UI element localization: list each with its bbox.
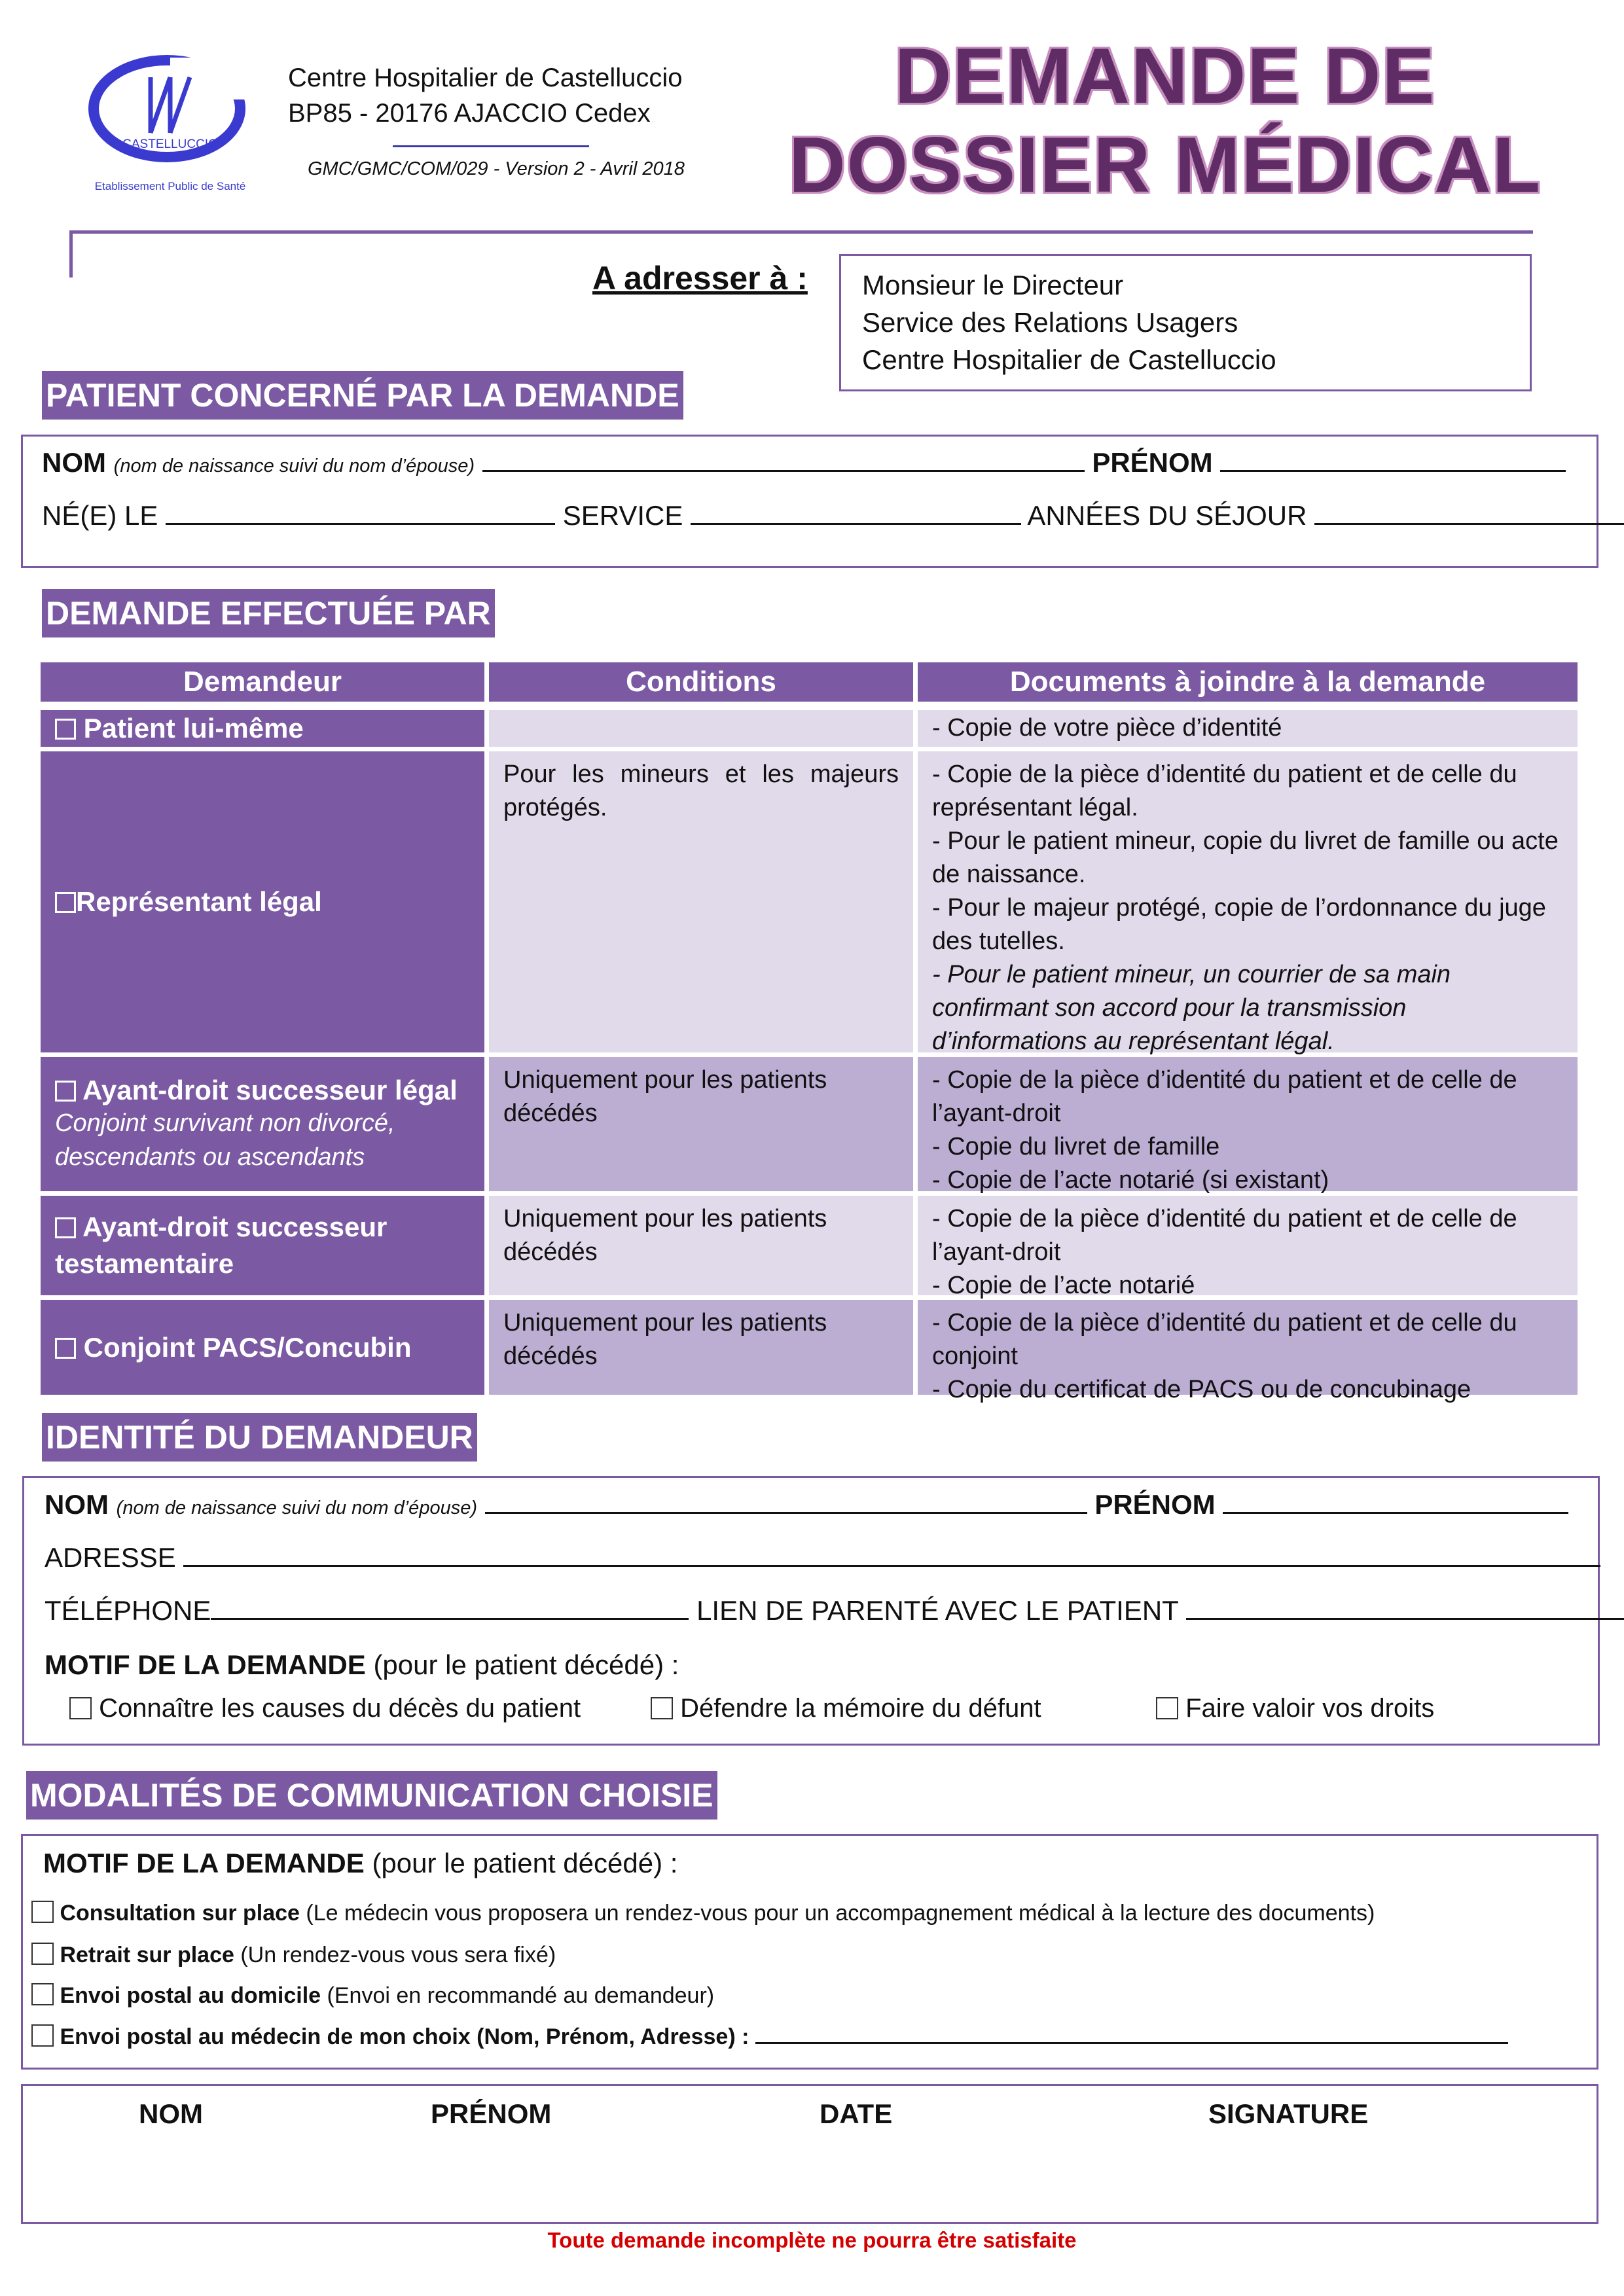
table-row-requester[interactable]	[41, 751, 484, 1052]
checkbox-icon[interactable]	[55, 1081, 76, 1102]
signature-column-signature: SIGNATURE	[1208, 2098, 1369, 2129]
title-line-2: DOSSIER MÉDICAL	[788, 121, 1542, 209]
documents-cell	[918, 710, 1578, 747]
requester-prenom-field[interactable]	[1223, 1490, 1568, 1514]
document-item: - Copie du livret de famille	[932, 1133, 1220, 1160]
organization-address	[288, 60, 683, 131]
birthdate-label: NÉ(E) LE	[42, 500, 158, 531]
logo-name: CASTELLUCCIO	[122, 137, 218, 151]
reason-option-label: Faire valoir vos droits	[1185, 1694, 1435, 1723]
table-row-requester[interactable]	[41, 1196, 484, 1295]
modality-title: Envoi postal au médecin de mon choix (Nom, Prénom, Adresse) :	[60, 2024, 749, 2049]
section-title-patient: PATIENT CONCERNÉ PAR LA DEMANDE	[42, 371, 683, 420]
modalities-heading	[43, 1848, 677, 1879]
column-header: Conditions	[489, 662, 913, 702]
recipient-address-box	[839, 254, 1532, 391]
modality-detail: (Le médecin vous proposera un rendez-vous pour un accompagnement médical à la lecture des documents)	[306, 1901, 1375, 1926]
header-rule-corner	[69, 230, 73, 278]
requester-phone-row	[45, 1595, 1624, 1626]
phone-label: TÉLÉPHONE	[45, 1595, 211, 1626]
nom-label: NOM	[42, 447, 106, 478]
section-title-modalities: MODALITÉS DE COMMUNICATION CHOISIE	[26, 1771, 717, 1820]
requester-label: Ayant-droit successeur légal	[82, 1074, 458, 1105]
requester-name-row	[45, 1489, 1568, 1520]
checkbox-icon[interactable]	[69, 1697, 92, 1719]
conditions-cell: Pour les mineurs et les majeurs protégés.	[489, 751, 913, 1052]
column-header: Documents à joindre à la demande	[918, 662, 1578, 702]
reason-option[interactable]	[651, 1694, 1041, 1723]
document-item: - Copie de la pièce d’identité du patient et de celle du conjoint	[932, 1309, 1517, 1370]
reason-option-label: Connaître les causes du décès du patient	[99, 1694, 581, 1723]
conditions-cell: Uniquement pour les patients décédés	[489, 1300, 913, 1395]
checkbox-icon[interactable]	[651, 1697, 673, 1719]
patient-prenom-field[interactable]	[1220, 448, 1566, 472]
reason-hint: (pour le patient décédé) :	[372, 1848, 678, 1878]
signature-column-date: DATE	[820, 2098, 893, 2129]
patient-birthdate-field[interactable]	[166, 501, 555, 525]
document-reference: GMC/GMC/COM/029 - Version 2 - Avril 2018	[308, 158, 685, 179]
reason-option[interactable]	[69, 1694, 581, 1723]
years-label: ANNÉES DU SÉJOUR	[1027, 500, 1307, 531]
signature-column-nom: NOM	[139, 2098, 203, 2129]
modality-option[interactable]	[31, 1901, 1375, 1926]
patient-name-row	[42, 447, 1566, 478]
documents-cell	[918, 1196, 1578, 1299]
document-item: - Copie de la pièce d’identité du patient et de celle du représentant légal.	[932, 761, 1517, 821]
table-row-requester[interactable]	[41, 710, 484, 747]
requester-nom-field[interactable]	[485, 1490, 1087, 1514]
column-header: Demandeur	[41, 662, 484, 702]
address-line: Centre Hospitalier de Castelluccio	[862, 344, 1276, 375]
checkbox-icon[interactable]	[31, 1901, 54, 1923]
checkbox-icon[interactable]	[1156, 1697, 1178, 1719]
reason-label: MOTIF DE LA DEMANDE	[45, 1649, 366, 1680]
header-rule	[69, 230, 1533, 234]
address-line: Monsieur le Directeur	[862, 270, 1124, 300]
logo-tagline: Etablissement Public de Santé	[94, 180, 246, 192]
modality-option[interactable]	[31, 2022, 1508, 2050]
modality-title: Consultation sur place	[60, 1901, 300, 1926]
reason-hint: (pour le patient décédé) :	[373, 1649, 679, 1680]
requester-label: Conjoint PACS/Concubin	[83, 1331, 412, 1363]
document-item: - Copie de l’acte notarié (si existant)	[932, 1166, 1329, 1194]
checkbox-icon[interactable]	[31, 1983, 54, 2005]
conditions-cell: Uniquement pour les patients décédés	[489, 1196, 913, 1295]
requester-label: Représentant légal	[76, 886, 322, 917]
relationship-label: LIEN DE PARENTÉ AVEC LE PATIENT	[696, 1595, 1179, 1626]
modality-title: Retrait sur place	[60, 1943, 234, 1967]
modality-detail: (Un rendez-vous vous sera fixé)	[240, 1943, 556, 1967]
patient-info-row	[42, 500, 1624, 531]
document-item: - Pour le patient mineur, copie du livret de famille ou acte de naissance.	[932, 827, 1559, 888]
section-title-identity: IDENTITÉ DU DEMANDEUR	[42, 1413, 477, 1462]
divider	[393, 145, 589, 147]
document-item: - Copie de la pièce d’identité du patient et de celle de l’ayant-droit	[932, 1066, 1517, 1127]
address-line: Service des Relations Usagers	[862, 307, 1238, 338]
table-row-requester[interactable]	[41, 1300, 484, 1395]
checkbox-icon[interactable]	[55, 1217, 76, 1238]
reason-label: MOTIF DE LA DEMANDE	[43, 1848, 365, 1878]
reason-heading	[45, 1649, 679, 1681]
document-item: - Pour le patient mineur, un courrier de sa main confirmant son accord pour la transmission d’informations au représentant légal.	[932, 961, 1451, 1055]
checkbox-icon[interactable]	[31, 1943, 54, 1965]
documents-cell	[918, 1300, 1578, 1403]
doctor-address-field[interactable]	[755, 2022, 1508, 2044]
requester-phone-field[interactable]	[211, 1596, 689, 1620]
org-name: Centre Hospitalier de Castelluccio	[288, 63, 683, 92]
address-label: A adresser à :	[592, 260, 808, 296]
prenom-label: PRÉNOM	[1094, 1489, 1216, 1520]
reason-option-label: Défendre la mémoire du défunt	[680, 1694, 1041, 1723]
requester-label: Ayant-droit successeur testamentaire	[55, 1211, 388, 1279]
nom-hint: (nom de naissance suivi du nom d’épouse)	[116, 1498, 477, 1518]
checkbox-icon[interactable]	[55, 1338, 76, 1359]
patient-service-field[interactable]	[691, 501, 1021, 525]
checkbox-icon[interactable]	[55, 892, 76, 913]
document-item: - Pour le majeur protégé, copie de l’ordonnance du juge des tutelles.	[932, 894, 1546, 955]
reason-option[interactable]	[1156, 1694, 1434, 1723]
patient-years-field[interactable]	[1314, 501, 1624, 525]
nom-hint: (nom de naissance suivi du nom d’épouse)	[113, 456, 475, 476]
requester-label: Patient lui-même	[83, 713, 304, 744]
section-title-request: DEMANDE EFFECTUÉE PAR	[42, 589, 495, 637]
modality-option[interactable]	[31, 1943, 556, 1968]
table-row-requester[interactable]	[41, 1057, 484, 1191]
checkbox-icon[interactable]	[55, 719, 76, 740]
conditions-cell	[489, 710, 913, 747]
service-label: SERVICE	[562, 500, 683, 531]
hospital-logo	[72, 51, 268, 202]
document-item: - Copie de votre pièce d’identité	[932, 714, 1282, 742]
signature-column-prenom: PRÉNOM	[431, 2098, 552, 2129]
prenom-label: PRÉNOM	[1092, 447, 1213, 478]
modality-option[interactable]	[31, 1983, 714, 2009]
page-title	[753, 31, 1578, 209]
title-line-1: DEMANDE DE	[894, 32, 1436, 120]
requester-description: Conjoint survivant non divorcé, descendants ou ascendants	[55, 1109, 395, 1171]
checkbox-icon[interactable]	[31, 2024, 54, 2047]
address-field-label: ADRESSE	[45, 1542, 176, 1573]
relationship-field[interactable]	[1186, 1596, 1624, 1620]
nom-label: NOM	[45, 1489, 109, 1520]
modality-detail: (Envoi en recommandé au demandeur)	[327, 1983, 715, 2008]
incomplete-warning: Toute demande incomplète ne pourra être satisfaite	[547, 2228, 1077, 2252]
org-postal: BP85 - 20176 AJACCIO Cedex	[288, 99, 651, 128]
modality-title: Envoi postal au domicile	[60, 1983, 321, 2008]
documents-cell	[918, 1057, 1578, 1194]
patient-nom-field[interactable]	[482, 448, 1085, 472]
documents-cell	[918, 751, 1578, 1055]
requester-address-row	[45, 1542, 1600, 1573]
conditions-cell: Uniquement pour les patients décédés	[489, 1057, 913, 1191]
document-item: - Copie de l’acte notarié	[932, 1272, 1195, 1299]
document-item: - Copie du certificat de PACS ou de concubinage	[932, 1376, 1471, 1403]
requester-address-field[interactable]	[183, 1543, 1600, 1567]
document-item: - Copie de la pièce d’identité du patient et de celle de l’ayant-droit	[932, 1205, 1517, 1266]
